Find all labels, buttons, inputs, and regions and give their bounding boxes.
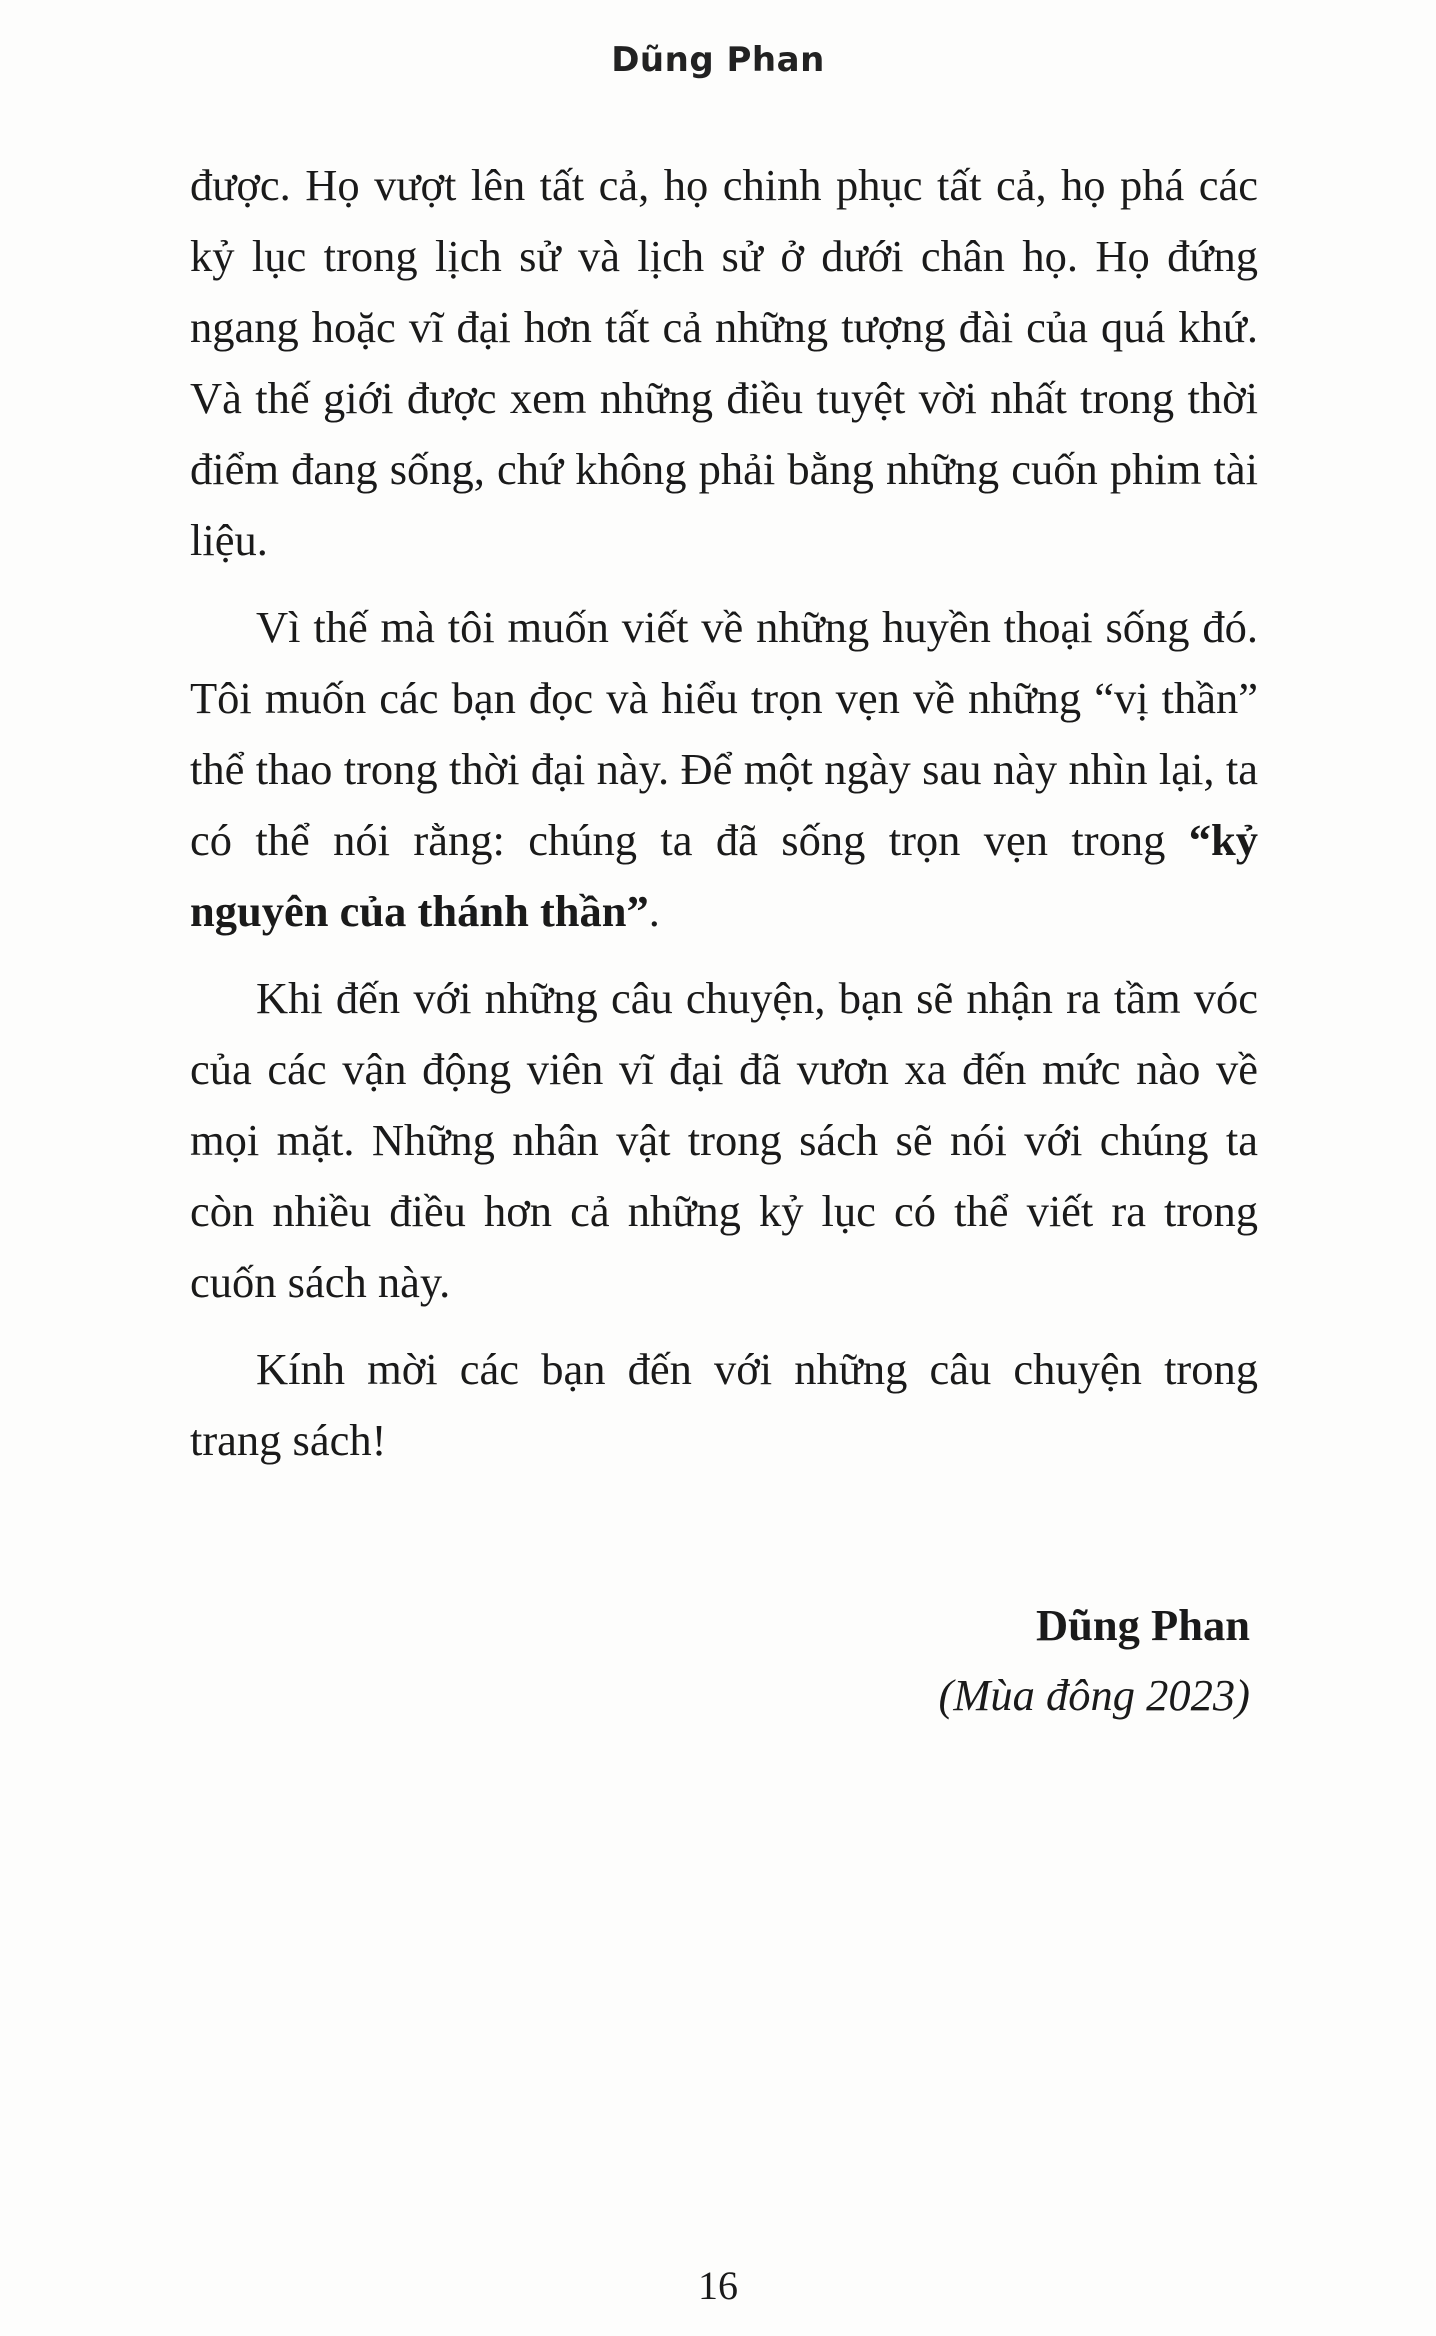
page-number: 16 [698, 2263, 738, 2308]
author-signature [939, 1590, 1250, 1730]
paragraph-living-legends [190, 592, 1258, 947]
paragraph-invitation: Kính mời các bạn đến với những câu chuyện trong trang sách! [190, 1344, 1258, 1465]
running-header: Dũng Phan [611, 40, 825, 80]
author-name: Dũng Phan [1036, 1600, 1250, 1650]
paragraph-stories: Khi đến với những câu chuyện, bạn sẽ nhận ra tầm vóc của các vận động viên vĩ đại đã vươn xa đến mức nào về mọi mặt. Những nhân vật trong sách sẽ nói với chúng ta còn nhiều điều hơn cả những kỷ lục có thể viết ra trong cuốn sách này. [190, 973, 1258, 1307]
paragraph-continued: được. Họ vượt lên tất cả, họ chinh phục tất cả, họ phá các kỷ lục trong lịch sử và lịch sử ở dưới chân họ. Họ đứng ngang hoặc vĩ đại hơn tất cả những tượng đài của quá khứ. Và thế giới được xem những điều tuyệt vời nhất trong thời điểm đang sống, chứ không phải bằng những cuốn phim tài liệu. [190, 160, 1258, 565]
signature-date: (Mùa đông 2023) [938, 1670, 1250, 1720]
body-text [190, 150, 1258, 1492]
emphasized-phrase: “kỷ nguyên của thánh thần” [190, 815, 1258, 936]
paragraph-text: Vì thế mà tôi muốn viết về những huyền thoại sống đó. Tôi muốn các bạn đọc và hiểu trọn vẹn về những “vị thần” thể thao trong thời đại này. Để một ngày sau này nhìn lại, ta có thể nói rằng: chúng ta đã sống trọn vẹn trong [190, 602, 1258, 865]
paragraph-punctuation: . [648, 886, 660, 936]
